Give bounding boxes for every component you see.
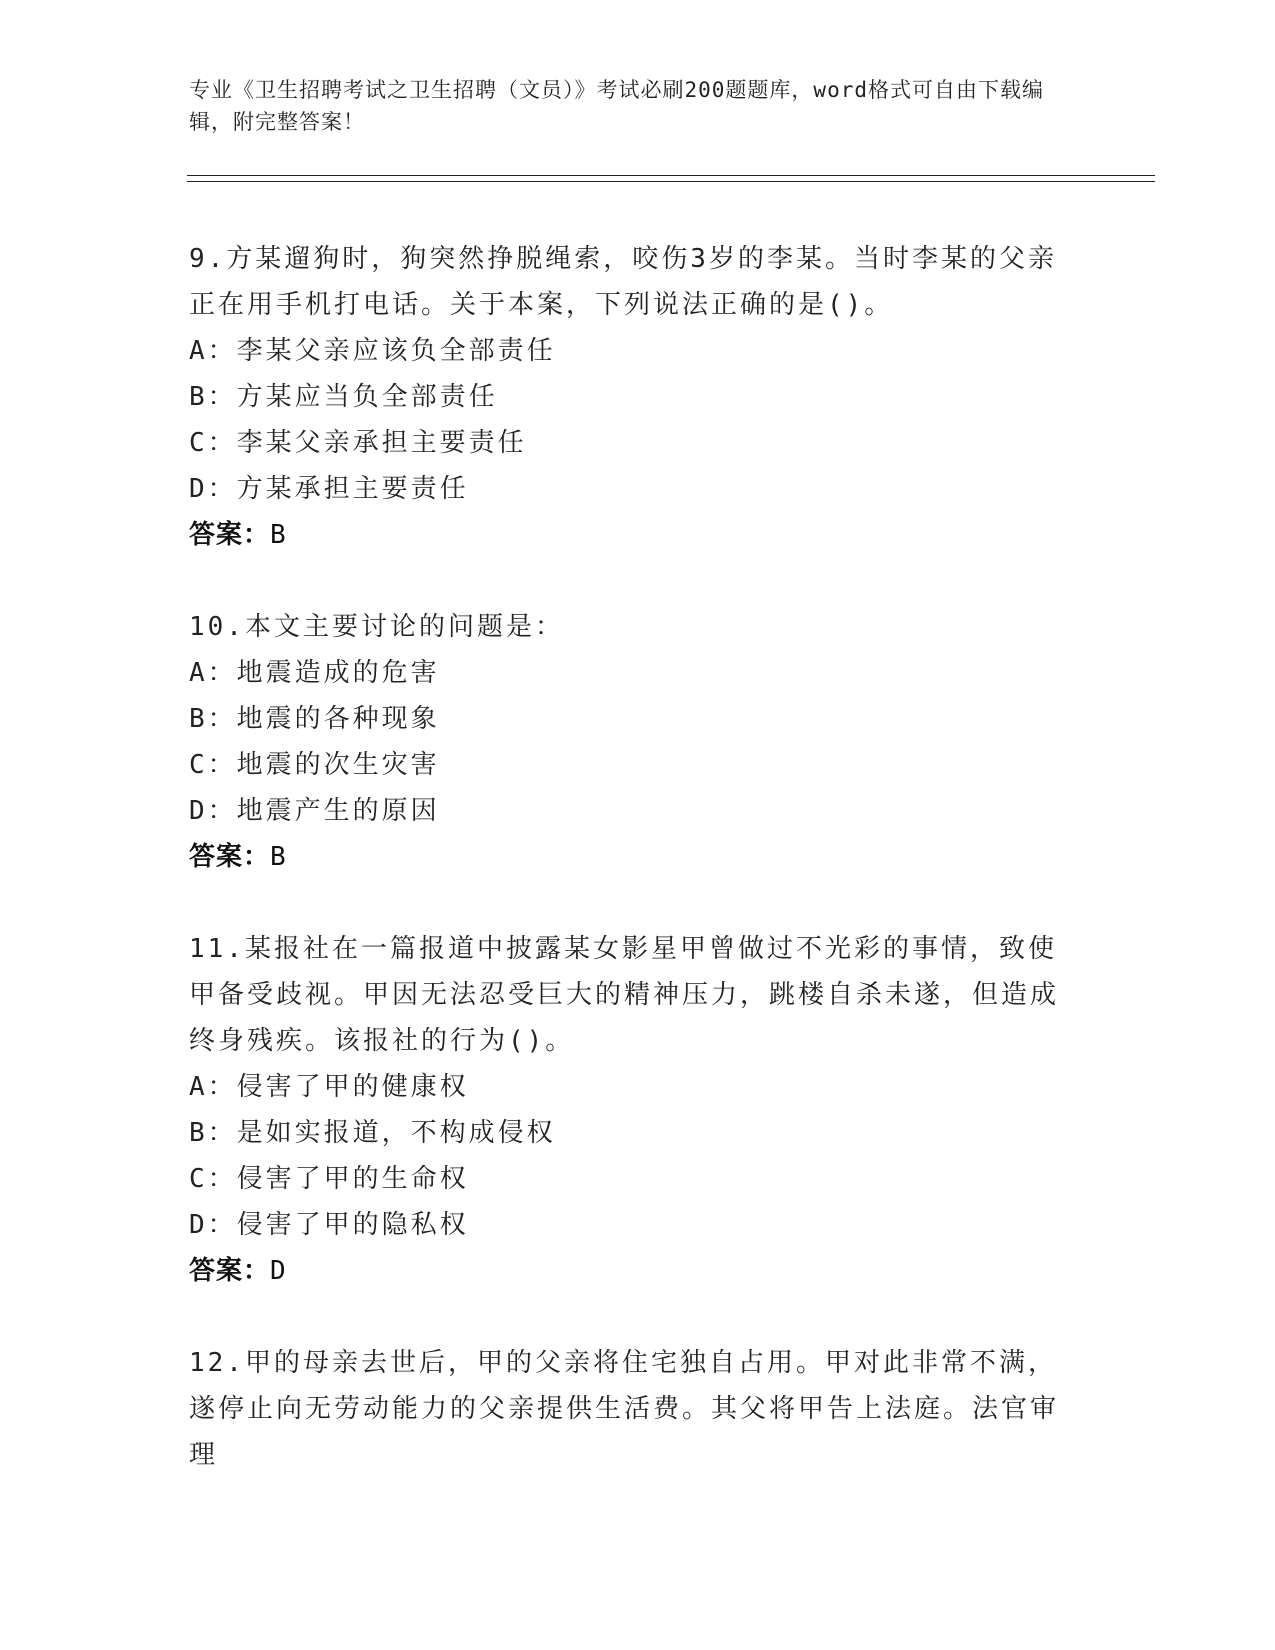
document-header-title: 专业《卫生招聘考试之卫生招聘（文员）》考试必刷200题题库，word格式可自由下载编辑，附完整答案！	[189, 78, 1044, 134]
question-stem: 9.方某遛狗时，狗突然挣脱绳索，咬伤3岁的李某。当时李某的父亲正在用手机打电话。关于本案，下列说法正确的是()。	[189, 244, 1057, 320]
question-stem: 12.甲的母亲去世后，甲的父亲将住宅独自占用。甲对此非常不满，遂停止向无劳动能力的父亲提供生活费。其父将甲告上法庭。法官审理	[189, 1348, 1060, 1470]
option-d: D：地震产生的原因	[189, 796, 440, 826]
option-b: B：方某应当负全部责任	[189, 382, 498, 412]
answer-value: D	[270, 1256, 287, 1286]
answer-value: B	[270, 520, 287, 550]
question-stem: 10.本文主要讨论的问题是：	[189, 612, 564, 642]
option-c: C：李某父亲承担主要责任	[189, 428, 527, 458]
option-d: D：侵害了甲的隐私权	[189, 1210, 469, 1240]
option-d: D：方某承担主要责任	[189, 474, 469, 504]
answer-label: 答案：	[189, 842, 271, 872]
question-9	[189, 236, 1079, 558]
header-divider-top	[187, 175, 1155, 176]
header-divider-bottom	[187, 181, 1155, 182]
option-c: C：地震的次生灾害	[189, 750, 440, 780]
option-b: B：是如实报道，不构成侵权	[189, 1118, 556, 1148]
option-a: A：李某父亲应该负全部责任	[189, 336, 556, 366]
question-stem: 11.某报社在一篇报道中披露某女影星甲曾做过不光彩的事情，致使甲备受歧视。甲因无法忍受巨大的精神压力，跳楼自杀未遂，但造成终身残疾。该报社的行为()。	[189, 934, 1060, 1056]
option-b: B：地震的各种现象	[189, 704, 440, 734]
question-12	[189, 1340, 1079, 1478]
answer-line	[189, 1248, 1079, 1294]
answer-line	[189, 834, 1079, 880]
option-c: C：侵害了甲的生命权	[189, 1164, 469, 1194]
answer-label: 答案：	[189, 1256, 271, 1286]
answer-value: B	[270, 842, 287, 872]
question-11	[189, 926, 1079, 1294]
option-a: A：侵害了甲的健康权	[189, 1072, 469, 1102]
answer-line	[189, 512, 1079, 558]
option-a: A：地震造成的危害	[189, 658, 440, 688]
answer-label: 答案：	[189, 520, 271, 550]
question-list	[189, 236, 1079, 1524]
question-10	[189, 604, 1079, 880]
